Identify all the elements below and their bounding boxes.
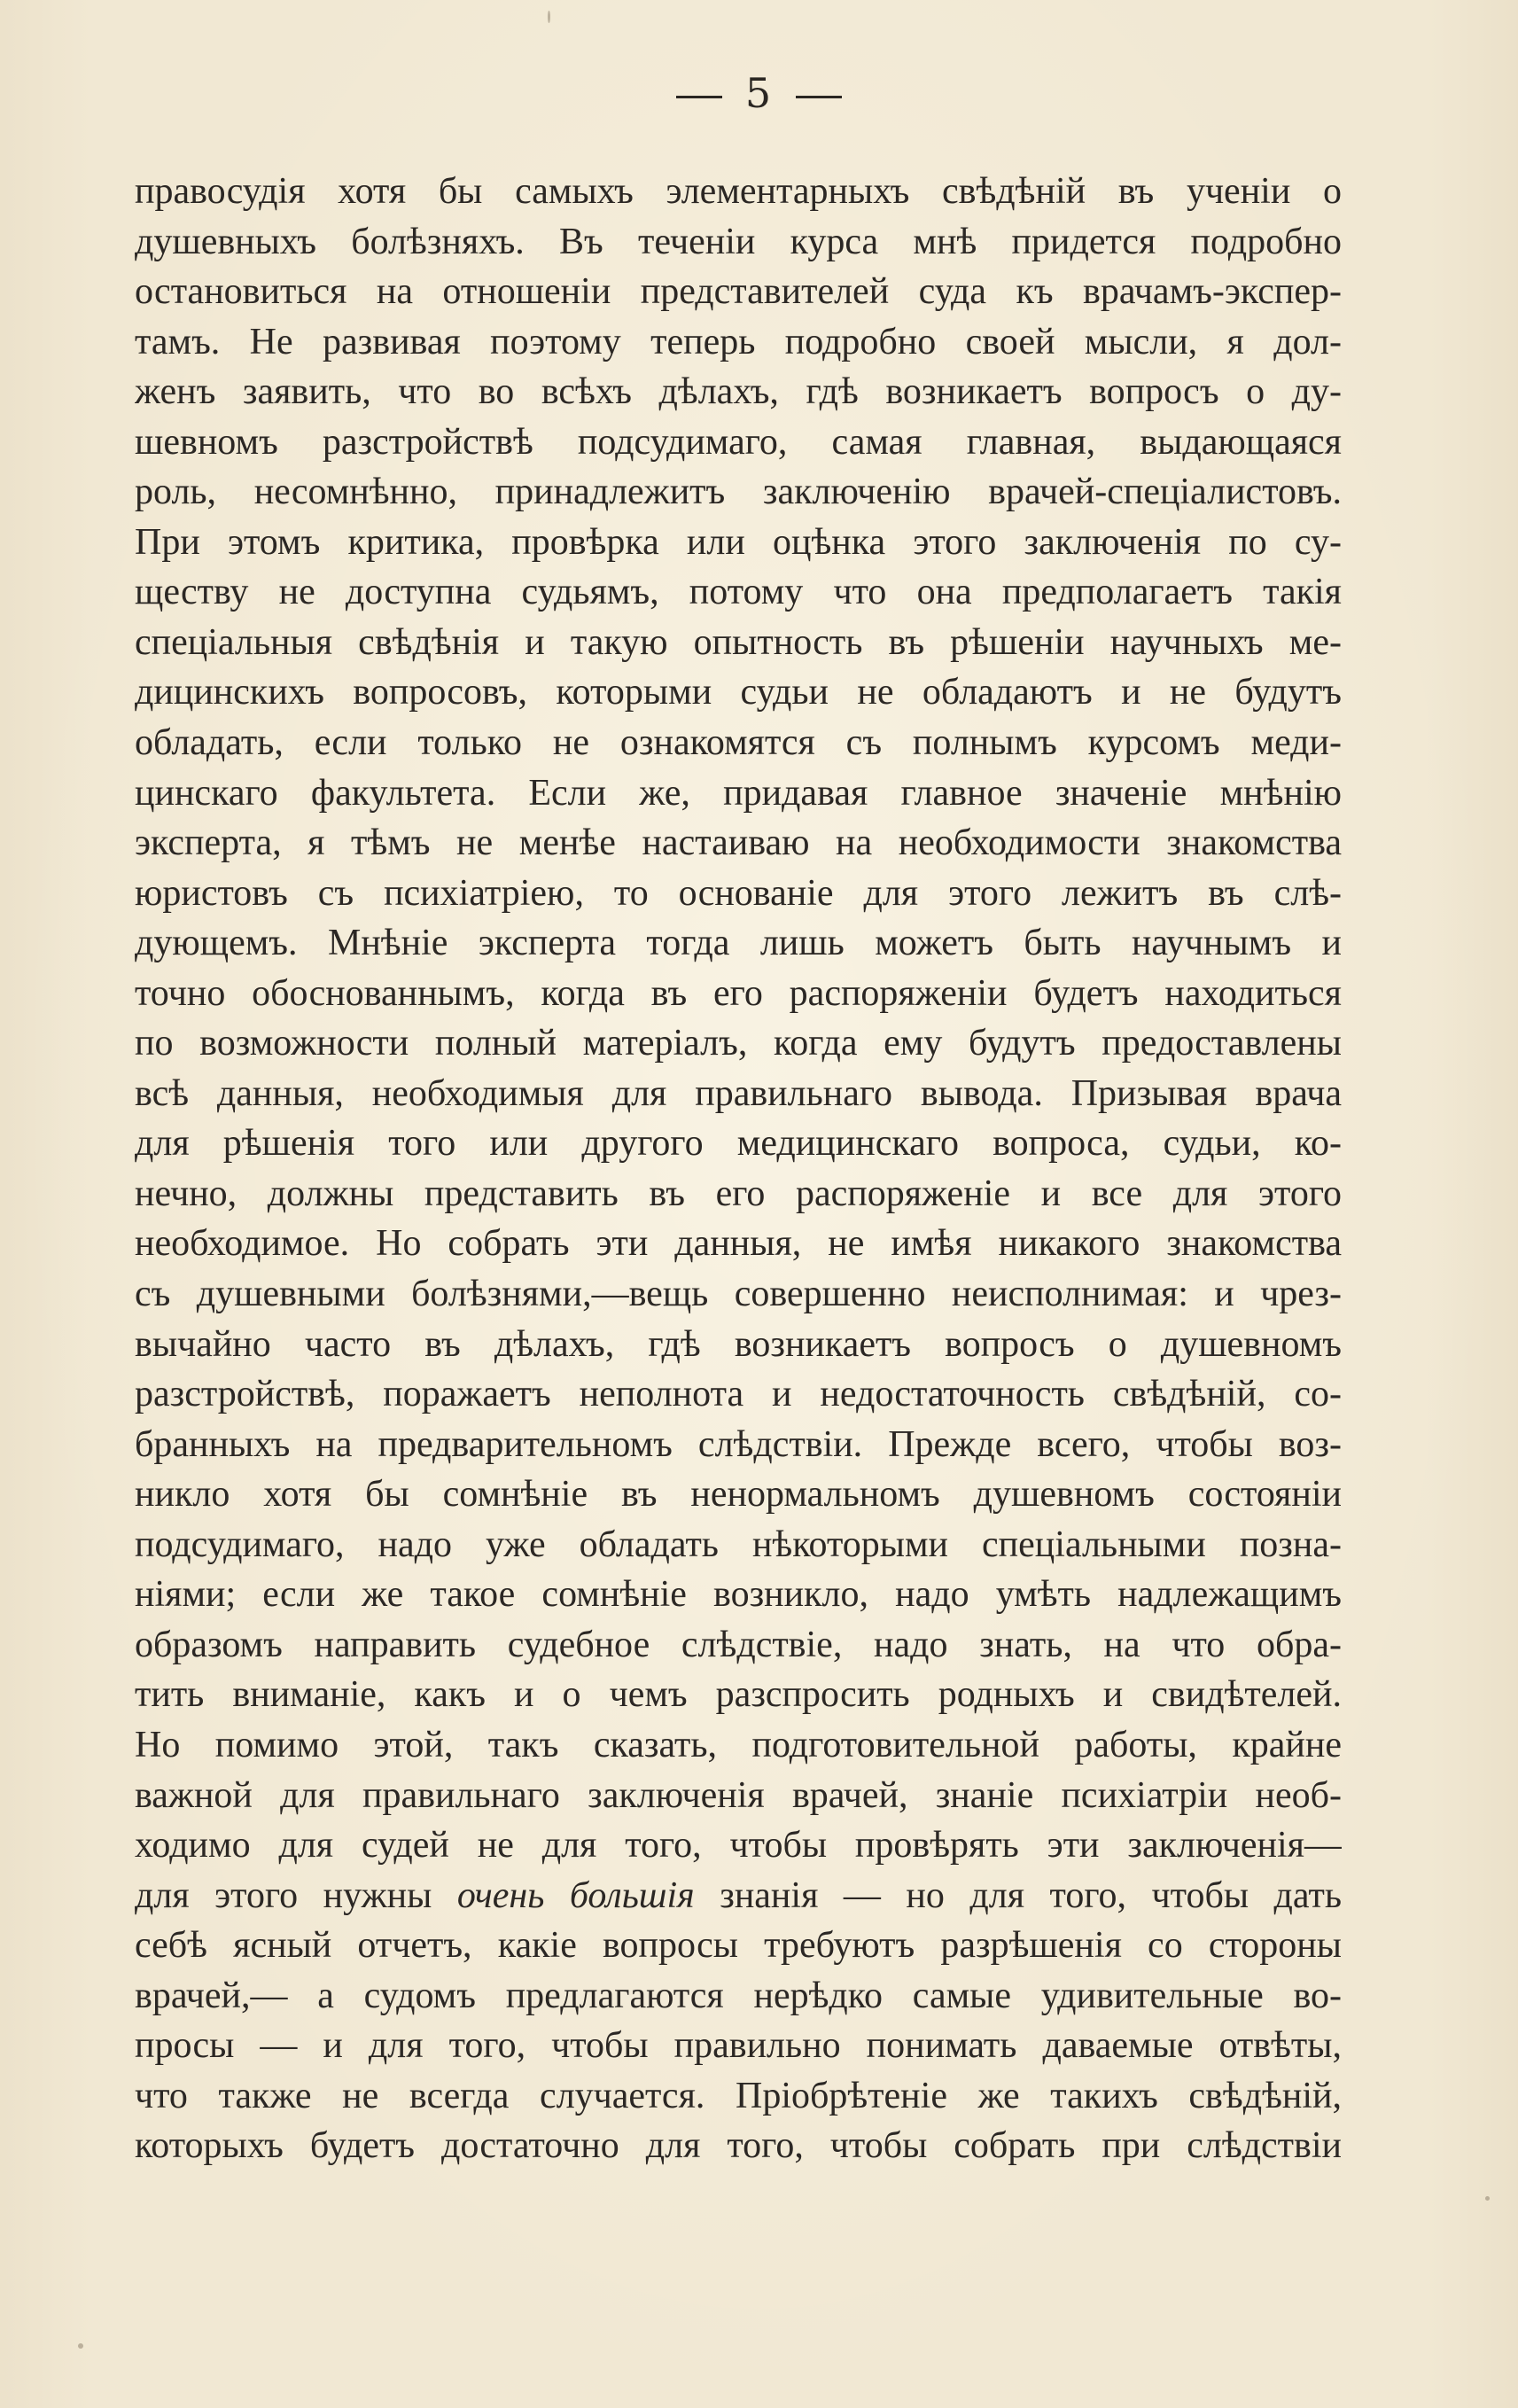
left-dash [676,96,722,98]
text-line: бранныхъ на предварительномъ слѣдствіи. Прежде всего, чтобы воз- [135,1423,1342,1465]
text-line: образомъ направить судебное слѣдствіе, надо знать, на что обра- [135,1624,1342,1665]
text-line: ществу не доступна судьямъ, потому что она предполагаетъ такія [135,572,1342,613]
text-line: спеціальныя свѣдѣнія и такую опытность въ рѣшеніи научныхъ ме- [135,621,1342,663]
text-line: точно обоснованнымъ, когда въ его распоряженіи будетъ находиться [135,972,1342,1014]
text-line: важной для правильнаго заключенія врачей, знаніе психіатріи необ- [135,1774,1342,1816]
text-line: которыхъ будетъ достаточно для того, чтобы собрать при слѣдствіи [135,2125,1342,2167]
body-text [135,167,1342,2171]
text-line: роль, несомнѣнно, принадлежитъ заключенію врачей-спеціалистовъ. [135,471,1342,513]
text-line: съ душевными болѣзнями,—вещь совершенно неисполнимая: и чрез- [135,1274,1342,1315]
print-speck [78,2343,83,2349]
text-line: вычайно часто въ дѣлахъ, гдѣ возникаетъ вопросъ о душевномъ [135,1323,1342,1365]
text-line: дующемъ. Мнѣніе эксперта тогда лишь можетъ быть научнымъ и [135,923,1342,964]
text-line: нечно, должны представить въ его распоряженіе и все для этого [135,1173,1342,1214]
text-line-emphasis [135,1871,1342,1921]
text-line: что также не всегда случается. Пріобрѣтеніе же такихъ свѣдѣній, [135,2075,1342,2116]
italic-emphasis: очень большія [456,1874,695,1916]
text-line: врачей,— а судомъ предлагаются нерѣдко самые удивительные во- [135,1975,1342,2016]
text-line: подсудимаго, надо уже обладать нѣкоторыми спеціальными позна- [135,1524,1342,1565]
text-line: всѣ данныя, необходимыя для правильнаго вывода. Призывая врача [135,1072,1342,1114]
text-line: никло хотя бы сомнѣніе въ ненормальномъ душевномъ состояніи [135,1474,1342,1516]
text-line: ніями; если же такое сомнѣніе возникло, надо умѣть надлежащимъ [135,1574,1342,1616]
text-line: правосудія хотя бы самыхъ элементарныхъ свѣдѣній въ ученіи о [135,171,1342,212]
text-line: ходимо для судей не для того, чтобы провѣрять эти заключенія— [135,1825,1342,1866]
text-line: шевномъ разстройствѣ подсудимаго, самая главная, выдающаяся [135,421,1342,463]
text-fragment: для этого нужны [135,1874,457,1916]
text-line: разстройствѣ, поражаетъ неполнота и недостаточность свѣдѣній, со- [135,1374,1342,1415]
text-line: обладать, если только не ознакомятся съ полнымъ курсомъ меди- [135,722,1342,764]
text-line: Но помимо этой, такъ сказать, подготовительной работы, крайне [135,1724,1342,1765]
text-line: необходимое. Но собрать эти данныя, не имѣя никакого знакомства [135,1223,1342,1265]
text-line: юристовъ съ психіатріею, то основаніе для этого лежитъ въ слѣ- [135,872,1342,914]
text-line: женъ заявить, что во всѣхъ дѣлахъ, гдѣ возникаетъ вопросъ о ду- [135,371,1342,413]
text-line: тить вниманіе, какъ и о чемъ разспросить родныхъ и свидѣтелей. [135,1674,1342,1716]
print-speck [548,11,550,23]
text-line: себѣ ясный отчетъ, какіе вопросы требуютъ разрѣшенія со стороны [135,1925,1342,1967]
print-speck [1485,2196,1490,2201]
text-line: для рѣшенія того или другого медицинскаго вопроса, судьи, ко- [135,1123,1342,1165]
page-number: 5 [744,69,774,117]
text-fragment: знанія — но для того, чтобы дать [694,1874,1342,1916]
text-line: При этомъ критика, провѣрка или оцѣнка этого заключенія по су- [135,521,1342,563]
text-line: остановиться на отношеніи представителей суда къ врачамъ-экспер- [135,271,1342,313]
text-line: просы — и для того, чтобы правильно понимать даваемые отвѣты, [135,2025,1342,2067]
text-line: эксперта, я тѣмъ не менѣе настаиваю на необходимости знакомства [135,822,1342,864]
text-line: тамъ. Не развивая поэтому теперь подробно своей мысли, я дол- [135,321,1342,362]
text-line: душевныхъ болѣзняхъ. Въ теченіи курса мнѣ придется подробно [135,221,1342,262]
page-number-header [0,69,1518,117]
right-dash [796,96,842,98]
text-line: цинскаго факультета. Если же, придавая главное значеніе мнѣнію [135,772,1342,814]
text-line: по возможности полный матеріалъ, когда ему будутъ предоставлены [135,1023,1342,1064]
text-line: дицинскихъ вопросовъ, которыми судьи не обладаютъ и не будутъ [135,672,1342,713]
